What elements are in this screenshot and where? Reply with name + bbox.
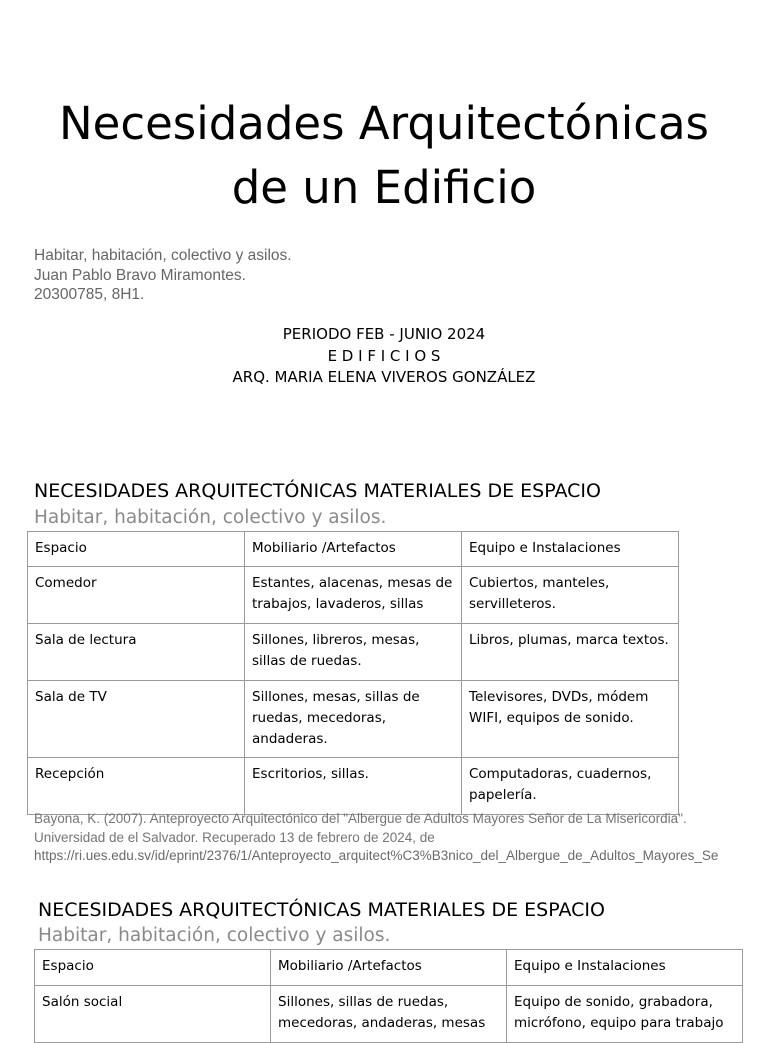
table-cell: Comedor [28, 567, 245, 624]
table-cell: Sillones, libreros, mesas, sillas de ruedas. [245, 624, 462, 681]
course-period: PERIODO FEB - JUNIO 2024 [282, 325, 486, 343]
header-cell: Equipo e Instalaciones [507, 950, 743, 986]
table-cell: Sala de lectura [28, 624, 245, 681]
reference-url: https://ri.ues.edu.sv/id/eprint/2376/1/Anteproyecto_arquitect%C3%B3nico_del_Albergue_de_Adultos_Mayores_Se [34, 848, 719, 863]
table-cell: Sala de TV [28, 681, 245, 758]
document-meta [34, 246, 292, 305]
table-row [28, 624, 679, 681]
section-2-title: NECESIDADES ARQUITECTÓNICAS MATERIALES DE ESPACIO [38, 899, 605, 921]
meta-topic: Habitar, habitación, colectivo y asilos. [34, 247, 292, 264]
reference-citation [34, 810, 754, 866]
table-cell: Libros, plumas, marca textos. [462, 624, 679, 681]
meta-id-group: 20300785, 8H1. [34, 286, 145, 303]
table-cell: Salón social [35, 986, 271, 1043]
document-title [0, 92, 768, 220]
reference-line-1: Bayona, K. (2007). Anteproyecto Arquitectónico del "Albergue de Adultos Mayores Señor de La Misericordia". [34, 811, 687, 826]
header-cell: Espacio [35, 950, 271, 986]
header-cell: Espacio [28, 532, 245, 567]
section-1-table [27, 531, 679, 815]
header-cell: Mobiliario /Artefactos [271, 950, 507, 986]
course-info [0, 324, 768, 389]
table-cell: Equipo de sonido, grabadora, micrófono, equipo para trabajo [507, 986, 743, 1043]
table-cell: Recepción [28, 758, 245, 815]
table-header-row [35, 950, 743, 986]
section-2-subtitle: Habitar, habitación, colectivo y asilos. [38, 925, 391, 946]
table-cell: Sillones, sillas de ruedas, mecedoras, andaderas, mesas [271, 986, 507, 1043]
table-row [28, 567, 679, 624]
table-header-row [28, 532, 679, 567]
table-row [28, 681, 679, 758]
table-cell: Sillones, mesas, sillas de ruedas, mecedoras, andaderas. [245, 681, 462, 758]
table-cell: Estantes, alacenas, mesas de trabajos, lavaderos, sillas [245, 567, 462, 624]
section-1-title: NECESIDADES ARQUITECTÓNICAS MATERIALES DE ESPACIO [34, 480, 601, 502]
section-1-subtitle: Habitar, habitación, colectivo y asilos. [34, 507, 387, 528]
table-cell: Televisores, DVDs, módem WIFI, equipos de sonido. [462, 681, 679, 758]
header-cell: Equipo e Instalaciones [462, 532, 679, 567]
header-cell: Mobiliario /Artefactos [245, 532, 462, 567]
document-title-line-1: Necesidades Arquitectónicas [59, 97, 709, 150]
table-cell: Escritorios, sillas. [245, 758, 462, 815]
table-cell: Computadoras, cuadernos, papelería. [462, 758, 679, 815]
reference-line-2: Universidad de el Salvador. Recuperado 13 de febrero de 2024, de [34, 829, 435, 845]
course-teacher: ARQ. MARIA ELENA VIVEROS GONZÁLEZ [232, 368, 536, 386]
meta-author: Juan Pablo Bravo Miramontes. [34, 266, 246, 284]
document-title-line-2: de un Edificio [231, 161, 537, 214]
table-cell: Cubiertos, manteles, servilleteros. [462, 567, 679, 624]
section-2-table [34, 949, 743, 1043]
table-row [28, 758, 679, 815]
table-row [35, 986, 743, 1043]
course-subject: E D I F I C I O S [327, 346, 441, 365]
